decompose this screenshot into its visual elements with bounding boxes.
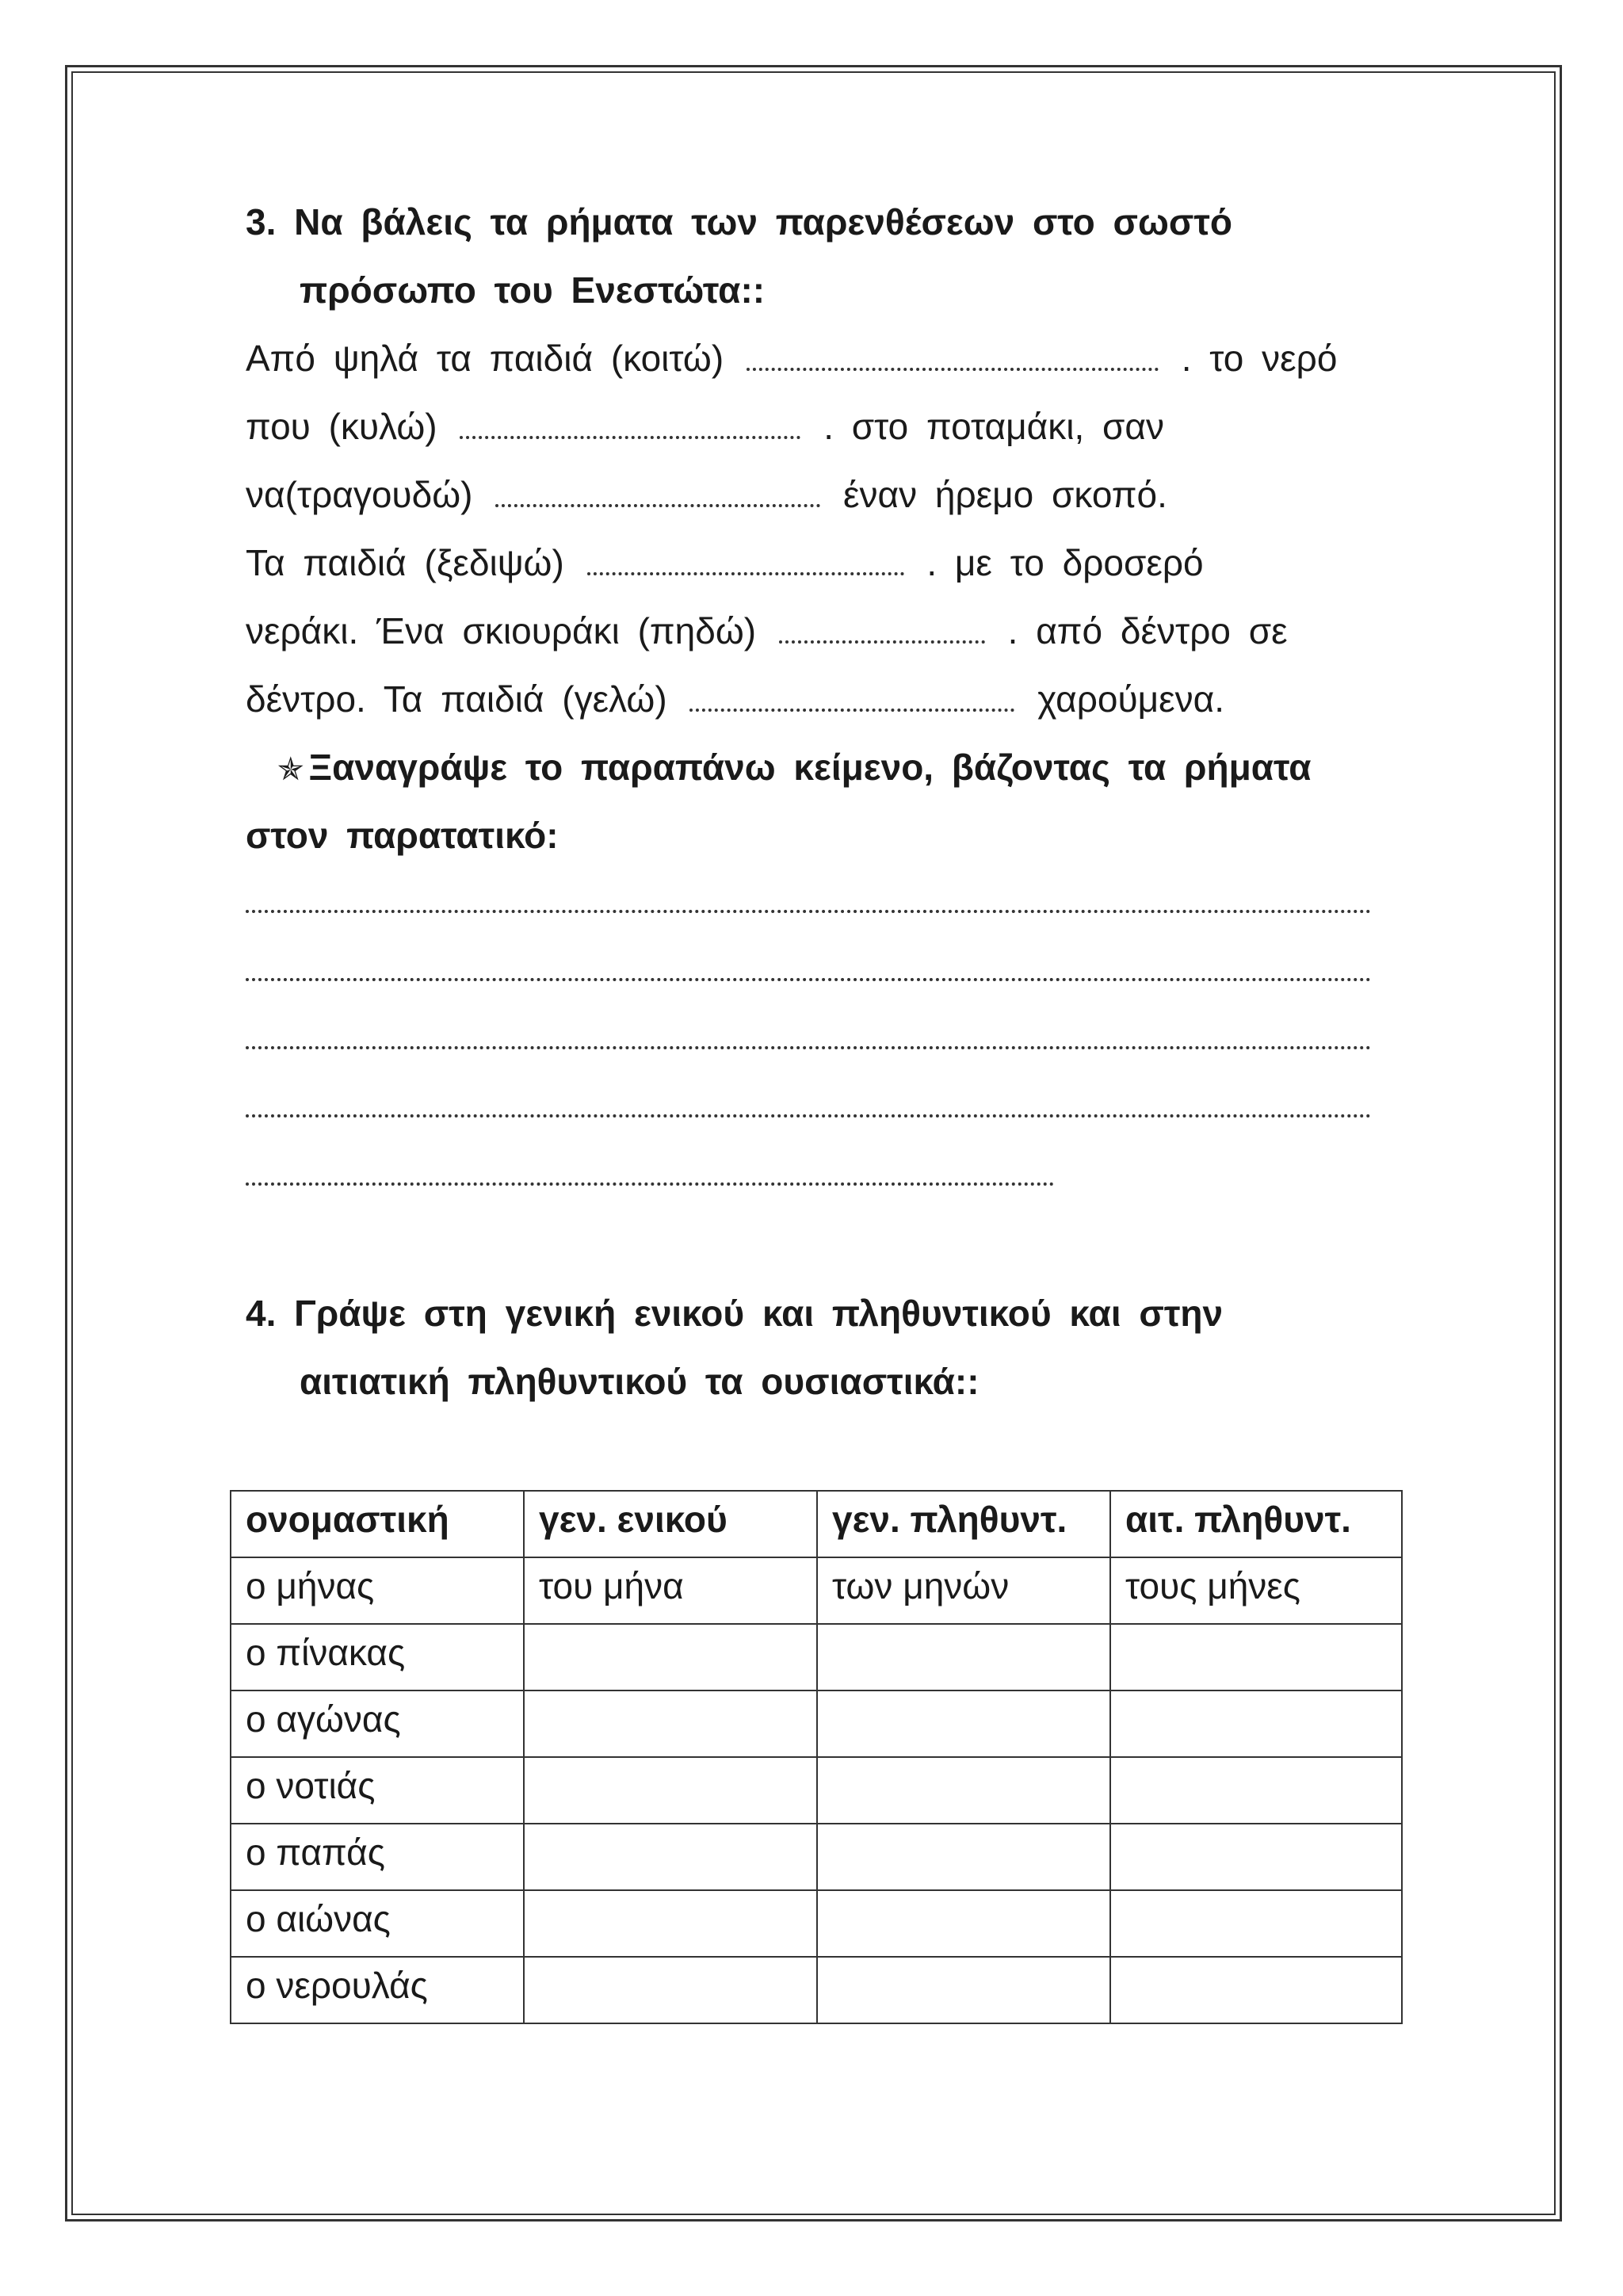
fill-line-2 — [246, 403, 1164, 450]
table-header-row — [231, 1491, 1402, 1557]
rewrite-instruction-text: Ξαναγράψε το παραπάνω κείμενο, βάζοντας τα ρήματα — [308, 747, 1312, 788]
exercise-3-title — [246, 198, 1232, 246]
exercise-3-title-text: 3. Να βάλεις τα ρήματα των παρενθέσεων στο σωστό — [246, 201, 1232, 243]
rewrite-instruction — [277, 743, 1312, 793]
answer-cell[interactable] — [524, 1824, 817, 1890]
rewrite-instruction-continued: στον παρατατικό: — [246, 815, 559, 856]
table-row — [231, 1890, 1402, 1957]
writing-line[interactable] — [246, 910, 1371, 913]
blank-field[interactable] — [779, 640, 985, 644]
table-row — [231, 1957, 1402, 2023]
answer-cell[interactable] — [1110, 1824, 1402, 1890]
answer-cell: τους μήνες — [1110, 1557, 1402, 1624]
fill-line-6 — [246, 675, 1224, 723]
answer-cell[interactable] — [1110, 1957, 1402, 2023]
fill-text-after: χαρούμενα. — [1037, 678, 1225, 720]
fill-text-before: νεράκι. Ένα σκιουράκι (πηδώ) — [246, 610, 757, 651]
table-row — [231, 1824, 1402, 1890]
answer-cell[interactable] — [524, 1957, 817, 2023]
star-icon: ✯ — [277, 752, 304, 787]
fill-text-before: που (κυλώ) — [246, 406, 437, 447]
noun-cell: ο πίνακας — [231, 1624, 524, 1690]
exercise-3-title-continued: πρόσωπο του Ενεστώτα:: — [300, 269, 766, 311]
answer-cell[interactable] — [817, 1624, 1110, 1690]
fill-text-after: έναν ήρεμο σκοπό. — [842, 474, 1167, 515]
answer-cell[interactable] — [1110, 1624, 1402, 1690]
table-row — [231, 1690, 1402, 1757]
answer-cell[interactable] — [817, 1757, 1110, 1824]
blank-field[interactable] — [747, 368, 1159, 371]
fill-text-before: δέντρο. Τα παιδιά (γελώ) — [246, 678, 667, 720]
fill-text-before: Τα παιδιά (ξεδιψώ) — [246, 542, 564, 583]
answer-cell[interactable] — [1110, 1757, 1402, 1824]
exercise-4-title-continued: αιτιατική πληθυντικού τα ουσιαστικά:: — [300, 1361, 980, 1402]
writing-line[interactable] — [246, 1046, 1371, 1049]
noun-cell: ο παπάς — [231, 1824, 524, 1890]
exercise-4-title: 4. Γράψε στη γενική ενικού και πληθυντικού και στην — [246, 1293, 1224, 1334]
noun-cell: ο μήνας — [231, 1557, 524, 1624]
writing-line[interactable] — [246, 1114, 1371, 1117]
answer-cell: του μήνα — [524, 1557, 817, 1624]
fill-line-5 — [246, 607, 1288, 655]
fill-text-after: . στο ποταμάκι, σαν — [823, 406, 1165, 447]
blank-field[interactable] — [587, 572, 904, 575]
noun-cell: ο αιώνας — [231, 1890, 524, 1957]
answer-cell[interactable] — [817, 1824, 1110, 1890]
fill-text-before: Από ψηλά τα παιδιά (κοιτώ) — [246, 338, 724, 379]
table-row — [231, 1557, 1402, 1624]
column-header: αιτ. πληθυντ. — [1110, 1491, 1402, 1557]
answer-cell: των μηνών — [817, 1557, 1110, 1624]
answer-cell[interactable] — [817, 1890, 1110, 1957]
blank-field[interactable] — [689, 709, 1014, 712]
fill-line-3 — [246, 471, 1167, 518]
answer-cell[interactable] — [817, 1957, 1110, 2023]
noun-declension-table — [230, 1490, 1403, 2024]
table-row — [231, 1757, 1402, 1824]
noun-cell: ο νοτιάς — [231, 1757, 524, 1824]
column-header: γεν. πληθυντ. — [817, 1491, 1110, 1557]
answer-cell[interactable] — [524, 1624, 817, 1690]
fill-text-after: . με το δροσερό — [926, 542, 1204, 583]
column-header: ονομαστική — [231, 1491, 524, 1557]
writing-line[interactable] — [246, 978, 1371, 981]
blank-field[interactable] — [495, 504, 820, 507]
writing-line[interactable] — [246, 1182, 1054, 1186]
answer-cell[interactable] — [1110, 1890, 1402, 1957]
answer-cell[interactable] — [1110, 1690, 1402, 1757]
fill-text-after: . το νερό — [1181, 338, 1338, 379]
noun-cell: ο αγώνας — [231, 1690, 524, 1757]
fill-text-after: . από δέντρο σε — [1007, 610, 1288, 651]
answer-cell[interactable] — [524, 1890, 817, 1957]
fill-line-1 — [246, 334, 1337, 382]
answer-cell[interactable] — [524, 1757, 817, 1824]
answer-cell[interactable] — [524, 1690, 817, 1757]
noun-cell: ο νερουλάς — [231, 1957, 524, 2023]
column-header: γεν. ενικού — [524, 1491, 817, 1557]
answer-cell[interactable] — [817, 1690, 1110, 1757]
fill-text-before: να(τραγουδώ) — [246, 474, 473, 515]
table-row — [231, 1624, 1402, 1690]
blank-field[interactable] — [460, 436, 800, 439]
fill-line-4 — [246, 539, 1204, 586]
